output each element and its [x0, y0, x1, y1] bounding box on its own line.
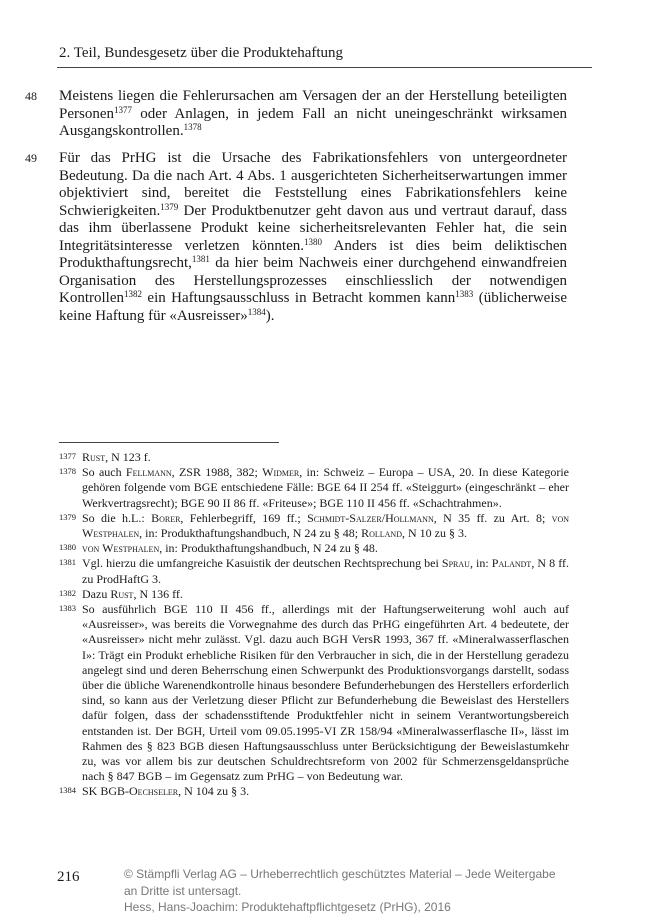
author-name: von Westphalen [82, 541, 160, 556]
footnote-rule [59, 442, 279, 443]
footnote-ref[interactable]: 1381 [191, 254, 210, 264]
copyright-line: © Stämpfli Verlag AG – Urheberrechtlich geschütztes Material – Jede Weitergabe [124, 867, 556, 881]
footnote-1379: 1379 So die h.L.: Borer, Fehlerbegriff, 169 ff.; Schmidt-Salzer/Hollmann, N 35 ff. zu Art. 8; von Westphalen, in: Produkthaftungshandbuch, N 24 zu § 48; Rolland, N 10 zu § 3. [59, 510, 570, 541]
header-rule [57, 67, 592, 68]
footnote-list [59, 450, 569, 800]
paragraph-text: Anders ist dies beim deliktischen Produkthaftungsrecht, [59, 237, 568, 271]
author-name: Fellmann [125, 465, 172, 480]
margin-number-49: 49 [25, 151, 37, 165]
author-name: Oechseler [129, 784, 179, 799]
author-name: Borer [151, 510, 181, 525]
copyright-notice [124, 866, 564, 916]
footnote-1383: 1383 So ausführlich BGE 110 II 456 ff., allerdings mit der Haftungserweiterung wohl auch auf «Ausreisser», was bereits die Vorwegnahme des durch das PrHG eingeführten Art. 4 bedeutete, der «Ausreisser» nicht mehr zulässt. Vgl. dazu auch BGH VersR 1993, 367 ff. «Mineralwasserflaschen I»: Trägt ein Produkt erhebliche Risiken für den Verbraucher in sich, die in der Herstellung geradezu angelegt sind und deren Beherrschung einen Schwerpunkt des Produktionsvorgangs darstellt, sodass über die übliche Warenendkontrolle hinaus besondere Befunderhebungen des Herstellers erforderlich sind, so kann aus der Verletzung dieser Pflicht zur Befunderhebung die Beweislast des Herstellers dafür folgen, dass der schadensstiftende Produktfehler nicht in seinem Verantwortungsbereich entstanden ist. Der BGH, Urteil vom 09.05.1995-VI ZR 158/94 «Mineralwasserflasche II», lässt im Rahmen des § 823 BGB diesen Haftungsausschluss unter Berücksichtigung der Beweislastumkehr zu, was vor allem bis zur deutschen Schuldrechtsreform von 2002 für Schmerzensgeldansprüche nach § 847 BGB – im Gegensatz zum PrHG – von Bedeutung war. [59, 602, 569, 784]
paragraph-text: ). [265, 307, 275, 324]
paragraph-text: (üblicherweise keine Haftung für «Ausreisser» [59, 290, 567, 324]
footnote-1381: 1381 Vgl. hierzu die umfangreiche Kasuistik der deutschen Rechtsprechung bei Sprau, in: Palandt, N 8 ff. zu ProdHaftG 3. [59, 556, 570, 586]
author-name: Widmer [262, 465, 300, 480]
author-name: Palandt [491, 556, 532, 571]
footnote-ref[interactable]: 1383 [455, 289, 474, 299]
footnote-ref[interactable]: 1384 [247, 306, 266, 317]
footnote-number: 1382 [59, 587, 76, 598]
paragraph-text: Meistens liegen die Fehlerursachen am Versagen der an der Herstellung beteiligten Personen [59, 88, 567, 122]
paragraph-text: Für das PrHG ist die Ursache des Fabrikationsfehlers von untergeordneter Bedeutung. Da die nach Art. 4 Abs. 1 ausgerichteten Sicherheitserwartungen immer objektiviert sind, bereitet die Feststellung eines Fabrikationsfehlers keine Schwierigkeiten. [59, 150, 567, 219]
footnote-ref[interactable]: 1382 [124, 289, 142, 299]
paragraph-48 [59, 88, 567, 141]
page-number: 216 [57, 869, 80, 885]
paragraph-text: oder Anlagen, in jedem Fall an nicht uneingeschränkt wirksamen Ausgangskontrollen. [59, 105, 567, 139]
footnote-number: 1377 [59, 451, 76, 461]
footnote-number: 1380 [59, 542, 76, 553]
footnote-number: 1381 [59, 557, 76, 568]
footnote-ref[interactable]: 1379 [160, 201, 179, 212]
footnote-number: 1379 [59, 511, 76, 522]
running-header: 2. Teil, Bundesgesetz über die Produktehaftung [59, 45, 344, 61]
footnote-1378: 1378 So auch Fellmann, ZSR 1988, 382; Widmer, in: Schweiz – Europa – USA, 20. In diese Kategorie gehören folgende vom BGE entschiedene Fälle: BGE 64 II 254 ff. «Steiggurt» (eingeschränkt – eher Werkvertragsrecht); BGE 90 II 86 ff. «Friteuse»; BGE 110 II 456 ff. «Schachtrahmen». [59, 465, 569, 510]
footnote-number: 1383 [59, 603, 76, 614]
footnote-number: 1378 [59, 466, 76, 477]
footnote-1377: 1377 Rust, N 123 f. [59, 450, 151, 464]
paragraph-text: Der Produktbenutzer geht davon aus und vertraut darauf, dass das ihm überlassene Produkt keine sicherheitsrelevanten Fehler hat, die sein Integritätsinteresse verletzen könnten. [59, 202, 567, 254]
author-name: Rolland [361, 526, 402, 541]
footnote-1380: 1380 von Westphalen, in: Produkthaftungshandbuch, N 24 zu § 48. [59, 541, 378, 556]
footnote-ref[interactable]: 1377 [114, 104, 132, 115]
author-name: Sprau [441, 556, 470, 571]
copyright-line: an Dritte ist untersagt. [124, 883, 242, 898]
paragraph-text: da hier beim Nachweis einer durchgehend einwandfreien Organisation des Herstellungsprozesses einschliesslich der notwendigen Kontrollen [59, 255, 567, 306]
author-name: Schmidt-Salzer/Hollmann [307, 510, 434, 525]
author-name: Rust [110, 586, 134, 601]
footnote-1384: 1384 SK BGB-Oechseler, N 104 zu § 3. [59, 784, 250, 799]
footnote-number: 1384 [59, 785, 76, 796]
copyright-line: Hess, Hans-Joachim: Produktehaftpflichtgesetz (PrHG), 2016 [124, 900, 451, 914]
footnote-ref[interactable]: 1378 [183, 122, 202, 132]
paragraph-49 [59, 150, 567, 325]
author-name: Rust [82, 450, 106, 464]
paragraph-text: ein Haftungsausschluss in Betracht kommen kann [142, 290, 456, 306]
footnote-ref[interactable]: 1380 [304, 236, 323, 247]
author-name: von Westphalen [82, 510, 570, 541]
footnote-1382: 1382 Dazu Rust, N 136 ff. [59, 586, 183, 601]
margin-number-48: 48 [25, 89, 37, 103]
